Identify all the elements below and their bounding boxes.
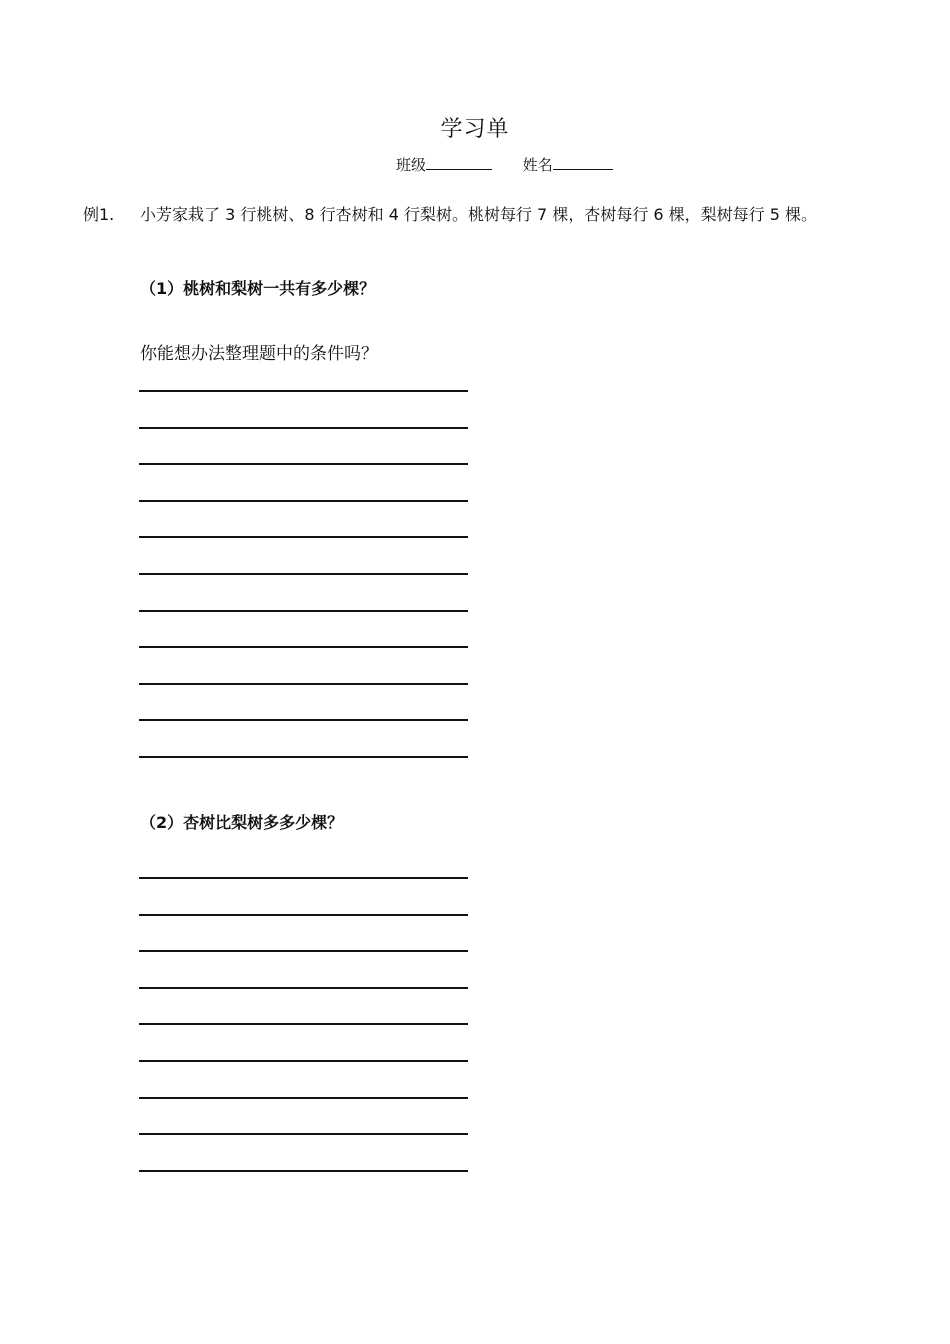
- name-blank[interactable]: [553, 155, 613, 170]
- question-1: （1）桃树和梨树一共有多少棵？: [140, 279, 376, 298]
- class-label: 班级: [396, 156, 427, 174]
- worksheet-title: 学习单: [440, 117, 510, 142]
- answer-line[interactable]: [139, 427, 468, 429]
- answer-line[interactable]: [139, 1097, 468, 1099]
- answer-line[interactable]: [139, 1133, 468, 1135]
- answer-line[interactable]: [139, 950, 468, 952]
- example-number: 例1.: [83, 205, 115, 224]
- answer-line[interactable]: [139, 646, 468, 648]
- example-text: 小芳家栽了 3 行桃树、8 行杏树和 4 行梨树。桃树每行 7 棵，杏树每行 6 棵，梨树每行 5 棵。: [140, 205, 818, 224]
- answer-line[interactable]: [139, 390, 468, 392]
- question-2: （2）杏树比梨树多多少棵？: [140, 813, 344, 832]
- answer-line[interactable]: [139, 683, 468, 685]
- answer-line[interactable]: [139, 610, 468, 612]
- answer-line[interactable]: [139, 719, 468, 721]
- answer-line[interactable]: [139, 500, 468, 502]
- answer-line[interactable]: [139, 1023, 468, 1025]
- answer-line[interactable]: [139, 914, 468, 916]
- answer-line[interactable]: [139, 536, 468, 538]
- name-label: 姓名: [522, 156, 553, 174]
- student-info: [396, 154, 613, 175]
- class-blank[interactable]: [426, 155, 492, 170]
- answer-line[interactable]: [139, 573, 468, 575]
- answer-line[interactable]: [139, 463, 468, 465]
- answer-line[interactable]: [139, 1170, 468, 1172]
- answer-line[interactable]: [139, 987, 468, 989]
- answer-line[interactable]: [139, 756, 468, 758]
- answer-line[interactable]: [139, 1060, 468, 1062]
- answer-line[interactable]: [139, 877, 468, 879]
- question-1-prompt: 你能想办法整理题中的条件吗？: [140, 344, 378, 364]
